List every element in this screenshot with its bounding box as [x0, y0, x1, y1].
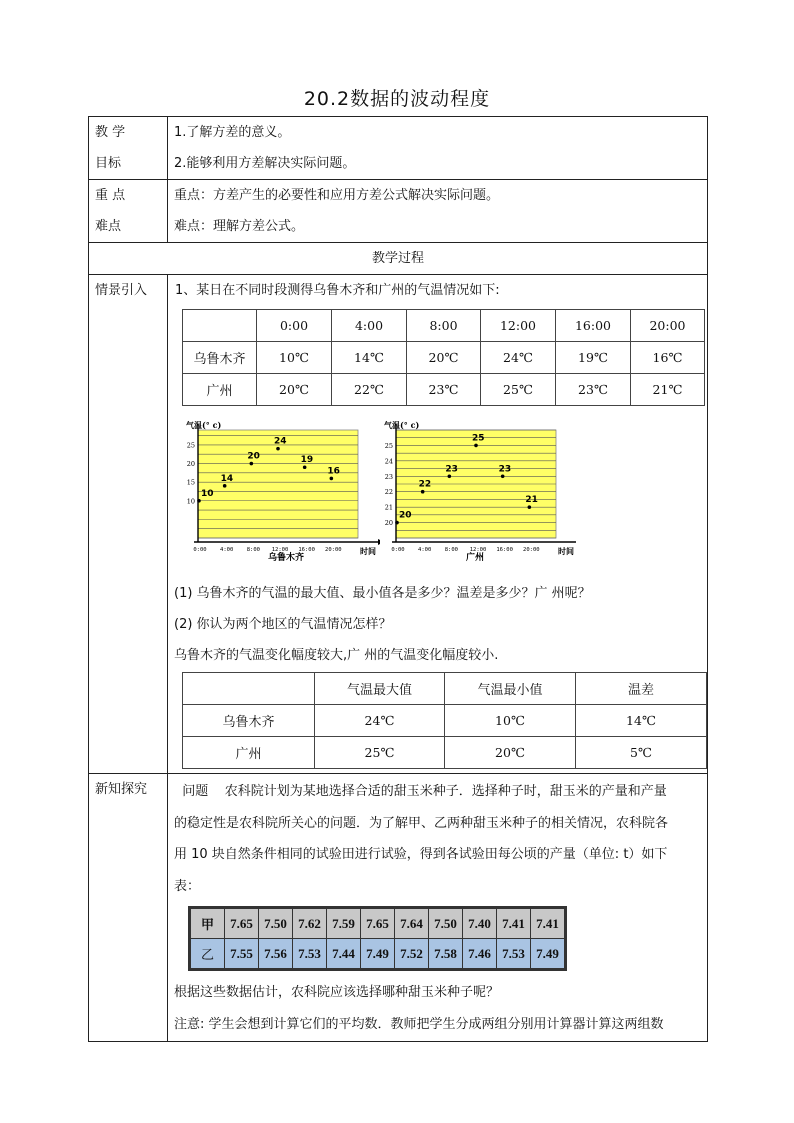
data-label: 25	[472, 433, 485, 444]
temp-cell: 24℃	[481, 342, 556, 374]
y-tick-label: 15	[186, 478, 195, 487]
summary-cell: 25℃	[315, 737, 445, 769]
x-axis-label: 时间	[558, 547, 574, 556]
lesson-plan-table	[88, 116, 708, 1042]
y-axis-label: 气温(° c)	[186, 420, 222, 430]
yield-cell: 7.50	[429, 909, 463, 939]
y-tick-label: 23	[384, 472, 393, 481]
intro-label: 情景引入	[95, 283, 148, 298]
temperature-row-guangzhou	[183, 374, 705, 406]
x-tick-label: 16:00	[298, 547, 315, 553]
temp-cell: 22℃	[332, 374, 407, 406]
yield-cell: 7.49	[361, 939, 395, 969]
data-label: 19	[300, 455, 314, 466]
goals-row	[89, 117, 708, 180]
temp-cell: 20℃	[407, 342, 481, 374]
temp-row-label: 广州	[183, 374, 257, 406]
y-tick-label: 20	[384, 519, 393, 528]
y-tick-label: 22	[384, 488, 393, 497]
yield-row-yi	[191, 939, 565, 969]
temperature-header-row	[183, 310, 705, 342]
yield-row-label: 乙	[191, 939, 225, 969]
goal-item-1: 1.了解方差的意义。	[174, 125, 291, 140]
yield-cell: 7.52	[395, 939, 429, 969]
urumqi-temperature-chart	[180, 416, 380, 566]
x-tick-label: 16:00	[496, 547, 513, 553]
temp-header-cell	[183, 310, 257, 342]
goals-content-cell	[168, 117, 708, 180]
explore-label-cell	[89, 774, 168, 1042]
goals-label-line2: 目标	[95, 156, 122, 171]
data-label: 23	[498, 464, 512, 475]
goals-label-cell	[89, 117, 168, 180]
y-tick-label: 21	[384, 503, 393, 512]
y-tick-label: 25	[186, 441, 195, 450]
temp-header-cell: 8:00	[407, 310, 481, 342]
summary-row-label: 乌鲁木齐	[183, 705, 315, 737]
y-axis-label: 气温(° c)	[384, 420, 420, 430]
process-heading-row	[89, 243, 708, 275]
data-point	[501, 474, 505, 478]
temp-cell: 19℃	[556, 342, 631, 374]
explore-row	[89, 774, 708, 1042]
guangzhou-temperature-chart	[376, 416, 576, 566]
yield-cell: 7.55	[225, 939, 259, 969]
data-point	[250, 462, 254, 466]
yield-cell: 7.41	[497, 909, 531, 939]
summary-header-cell: 温差	[576, 673, 707, 705]
data-label: 21	[525, 495, 538, 506]
temp-cell: 16℃	[631, 342, 705, 374]
temp-cell: 23℃	[556, 374, 631, 406]
data-point	[197, 499, 201, 503]
temperature-table	[182, 309, 705, 406]
intro-sub-question-1: (1) 乌鲁木齐的气温的最大值、最小值各是多少？温差是多少？广 州呢？	[174, 586, 591, 601]
yield-cell: 7.50	[259, 909, 293, 939]
x-axis-label: 时间	[360, 547, 376, 556]
explore-label: 新知探究	[95, 782, 148, 797]
intro-content-cell	[168, 275, 708, 774]
key-label-line1: 重 点	[95, 188, 126, 203]
explore-problem-line-3: 用 10 块自然条件相同的试验田进行试验，得到各试验田每公顷的产量（单位: t）如下	[174, 847, 668, 862]
x-tick-label: 8:00	[444, 547, 458, 553]
data-label: 22	[418, 479, 432, 490]
temp-cell: 23℃	[407, 374, 481, 406]
explore-note: 注意: 学生会想到计算它们的平均数．教师把学生分成两组分别用计算器计算这两组数	[174, 1016, 664, 1032]
data-label: 23	[445, 464, 458, 475]
temp-cell: 25℃	[481, 374, 556, 406]
yield-cell: 7.41	[531, 909, 565, 939]
explore-content-cell	[168, 774, 708, 1042]
yield-cell: 7.53	[293, 939, 327, 969]
data-point	[395, 521, 399, 525]
intro-answer: 乌鲁木齐的气温变化幅度较大,广 州的气温变化幅度较小.	[174, 648, 499, 663]
x-tick-label: 0:00	[391, 547, 405, 553]
x-tick-label: 8:00	[246, 547, 260, 553]
data-label: 14	[220, 473, 234, 484]
yield-row-jia	[191, 909, 565, 939]
yield-cell: 7.58	[429, 939, 463, 969]
data-label: 20	[247, 451, 260, 462]
temperature-row-urumqi	[183, 342, 705, 374]
temp-header-cell: 0:00	[257, 310, 332, 342]
data-point	[474, 444, 478, 448]
summary-cell: 20℃	[445, 737, 576, 769]
key-content-cell	[168, 180, 708, 243]
temp-header-cell: 4:00	[332, 310, 407, 342]
yield-cell: 7.64	[395, 909, 429, 939]
process-heading-cell	[89, 243, 708, 275]
data-point	[448, 474, 452, 478]
data-label: 10	[201, 488, 214, 499]
data-point	[276, 447, 280, 451]
yield-cell: 7.46	[463, 939, 497, 969]
temp-header-cell: 12:00	[481, 310, 556, 342]
key-point: 重点：方差产生的必要性和应用方差公式解决实际问题。	[174, 188, 500, 203]
summary-header-cell: 气温最大值	[315, 673, 445, 705]
explore-problem-line-2: 的稳定性是农科院所关心的问题．为了解甲、乙两种甜玉米种子的相关情况，农科院各	[174, 815, 669, 831]
intro-label-cell	[89, 275, 168, 774]
summary-table	[182, 672, 707, 769]
yield-cell: 7.59	[327, 909, 361, 939]
x-tick-label: 12:00	[469, 547, 487, 553]
summary-cell: 24℃	[315, 705, 445, 737]
data-point	[421, 490, 425, 494]
summary-header-row	[183, 673, 707, 705]
yield-row-label: 甲	[191, 909, 225, 939]
yield-cell: 7.53	[497, 939, 531, 969]
temp-cell: 21℃	[631, 374, 705, 406]
yield-table	[190, 908, 565, 969]
data-point	[330, 477, 334, 481]
intro-sub-question-2: (2) 你认为两个地区的气温情况怎样？	[174, 617, 392, 632]
y-tick-label: 25	[384, 441, 393, 450]
data-label: 24	[274, 436, 287, 447]
temp-header-cell: 16:00	[556, 310, 631, 342]
temp-cell: 14℃	[332, 342, 407, 374]
chart-caption: 乌鲁木齐	[268, 553, 305, 563]
y-tick-label: 10	[186, 497, 195, 506]
yield-cell: 7.44	[327, 939, 361, 969]
yield-cell: 7.65	[225, 909, 259, 939]
data-point	[223, 484, 227, 488]
key-label-line2: 难点	[95, 219, 122, 234]
x-tick-label: 20:00	[523, 547, 540, 553]
data-point	[303, 465, 307, 469]
page-title: 20.2数据的波动程度	[303, 88, 491, 110]
x-tick-label: 12:00	[271, 547, 289, 553]
key-label-cell	[89, 180, 168, 243]
key-points-row	[89, 180, 708, 243]
process-heading: 教学过程	[371, 251, 424, 266]
intro-question-1: 1、某日在不同时段测得乌鲁木齐和广州的气温情况如下:	[175, 283, 500, 298]
yield-cell: 7.40	[463, 909, 497, 939]
summary-header-cell	[183, 673, 315, 705]
data-label: 16	[327, 466, 340, 477]
x-tick-label: 20:00	[325, 547, 342, 553]
data-point	[528, 505, 532, 509]
charts-area	[168, 410, 707, 578]
summary-cell: 14℃	[576, 705, 707, 737]
intro-row	[89, 275, 708, 774]
explore-problem-line-4: 表：	[174, 878, 201, 894]
x-tick-label: 4:00	[220, 547, 234, 553]
summary-cell: 10℃	[445, 705, 576, 737]
temp-row-label: 乌鲁木齐	[183, 342, 257, 374]
yield-cell: 7.49	[531, 939, 565, 969]
chart-caption: 广州	[466, 553, 485, 563]
summary-row-guangzhou	[183, 737, 707, 769]
y-tick-label: 20	[186, 460, 195, 469]
explore-question: 根据这些数据估计，农科院应该选择哪种甜玉米种子呢？	[174, 985, 500, 1000]
summary-header-cell: 气温最小值	[445, 673, 576, 705]
x-tick-label: 4:00	[418, 547, 432, 553]
summary-cell: 5℃	[576, 737, 707, 769]
x-tick-label: 0:00	[193, 547, 207, 553]
temp-cell: 20℃	[257, 374, 332, 406]
yield-cell: 7.65	[361, 909, 395, 939]
yield-cell: 7.56	[259, 939, 293, 969]
goals-label-line1: 教 学	[95, 125, 126, 140]
yield-cell: 7.62	[293, 909, 327, 939]
y-tick-label: 24	[384, 457, 393, 466]
difficult-point: 难点：理解方差公式。	[174, 219, 305, 234]
goal-item-2: 2.能够利用方差解决实际问题。	[174, 156, 356, 171]
temp-cell: 10℃	[257, 342, 332, 374]
data-label: 20	[399, 510, 412, 521]
summary-row-urumqi	[183, 705, 707, 737]
summary-row-label: 广州	[183, 737, 315, 769]
temp-header-cell: 20:00	[631, 310, 705, 342]
explore-problem-line-1: 问题 农科院计划为某地选择合适的甜玉米种子．选择种子时，甜玉米的产量和产量	[174, 784, 667, 799]
